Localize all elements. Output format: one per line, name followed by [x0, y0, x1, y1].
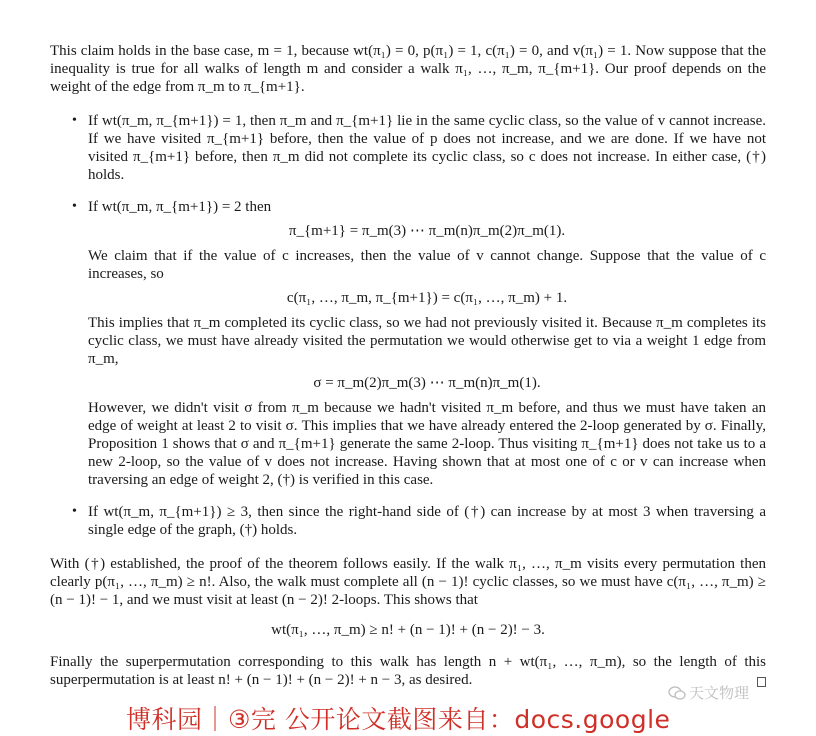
- equation-final-bound: wt(π₁, …, π_m) ≥ n! + (n − 1)! + (n − 2)! − 3.: [271, 622, 545, 638]
- case-weight-1-text: If wt(π_m, π_{m+1}) = 1, then π_m and π_{m+1} lie in the same cyclic class, so the value of v cannot increase. If we have visited π_{m+1} before, then the value of p does not increase, and we are done. If we have not visited π_{m+1} before, then π_m did not complete its cyclic class, so c does not increase. In either case, (†) holds.: [88, 113, 766, 183]
- case-weight-2: [50, 198, 766, 489]
- bullet-icon: •: [72, 199, 77, 214]
- case-weight-2-text-3: However, we didn't visit σ from π_m because we hadn't visited π_m before, and thus we must have taken an edge of weight at least 2 to visit σ. This implies that we have already entered the 2-loop generated by σ. Finally, Proposition 1 shows that σ and π_{m+1} generate the same 2-loop. Thus visiting π_{m+1} does not take us to a new 2-loop, so the value of v does not increase. Having shown that at most one of c or v can increase when traversing an edge of weight 2, (†) is verified in this case.: [88, 400, 766, 488]
- wechat-account-badge: [668, 682, 749, 703]
- conclusion-paragraph: With (†) established, the proof of the theorem follows easily. If the walk π₁, …, π_m visits every permutation then clearly p(π₁, …, π_m) ≥ n!. Also, the walk must complete all (n − 1)! cyclic classes, so we must have c(π₁, …, π_m) ≥ (n − 1)! − 1, and we must visit at least (n − 2)! 2-loops. This shows that: [50, 556, 766, 608]
- case-weight-2-text-2: This implies that π_m completed its cyclic class, so we had not previously visited it. Because π_m completes its cyclic class, we must have already visited the permutation we would otherwise get to via a weight 1 edge from π_m,: [88, 315, 766, 367]
- case-weight-3: [50, 503, 766, 539]
- final-paragraph: Finally the superpermutation corresponding to this walk has length n + wt(π₁, …, π_m), so the length of this superpermutation is at least n! + (n − 1)! + (n − 2)! + n − 3, as desired.: [50, 654, 766, 688]
- case-weight-2-lead: If wt(π_m, π_{m+1}) = 2 then: [88, 199, 272, 215]
- bullet-icon: •: [72, 504, 77, 519]
- bullet-icon: •: [72, 113, 77, 128]
- document-body: [50, 42, 766, 701]
- case-weight-3-text: If wt(π_m, π_{m+1}) ≥ 3, then since the right-hand side of (†) can increase by at most 3 when traversing a single edge of the graph, (†) holds.: [88, 504, 766, 538]
- wechat-account-name: 天文物理: [689, 684, 750, 702]
- equation-c-increase: c(π₁, …, π_m, π_{m+1}) = c(π₁, …, π_m) + 1.: [286, 290, 568, 306]
- case-weight-2-text-1: We claim that if the value of c increases, then the value of v cannot change. Suppose that the value of c increases, so: [88, 248, 766, 282]
- equation-pi-next: π_{m+1} = π_m(3) ⋯ π_m(n)π_m(2)π_m(1).: [288, 223, 566, 239]
- equation-sigma: σ = π_m(2)π_m(3) ⋯ π_m(n)π_m(1).: [313, 375, 541, 391]
- case-list: [50, 112, 766, 539]
- wechat-icon: [668, 686, 686, 702]
- footnote-box: [757, 677, 766, 687]
- case-weight-1: [50, 112, 766, 184]
- source-watermark: 博科园｜③完 公开论文截图来自：docs.google: [126, 705, 671, 734]
- intro-paragraph: This claim holds in the base case, m = 1, because wt(π₁) = 0, p(π₁) = 1, c(π₁) = 0, and v(π₁) = 1. Now suppose that the inequality is true for all walks of length m and consider a walk π₁, …, π_m, π_{m+1}. Our proof depends on the weight of the edge from π_m to π_{m+1}.: [50, 43, 766, 95]
